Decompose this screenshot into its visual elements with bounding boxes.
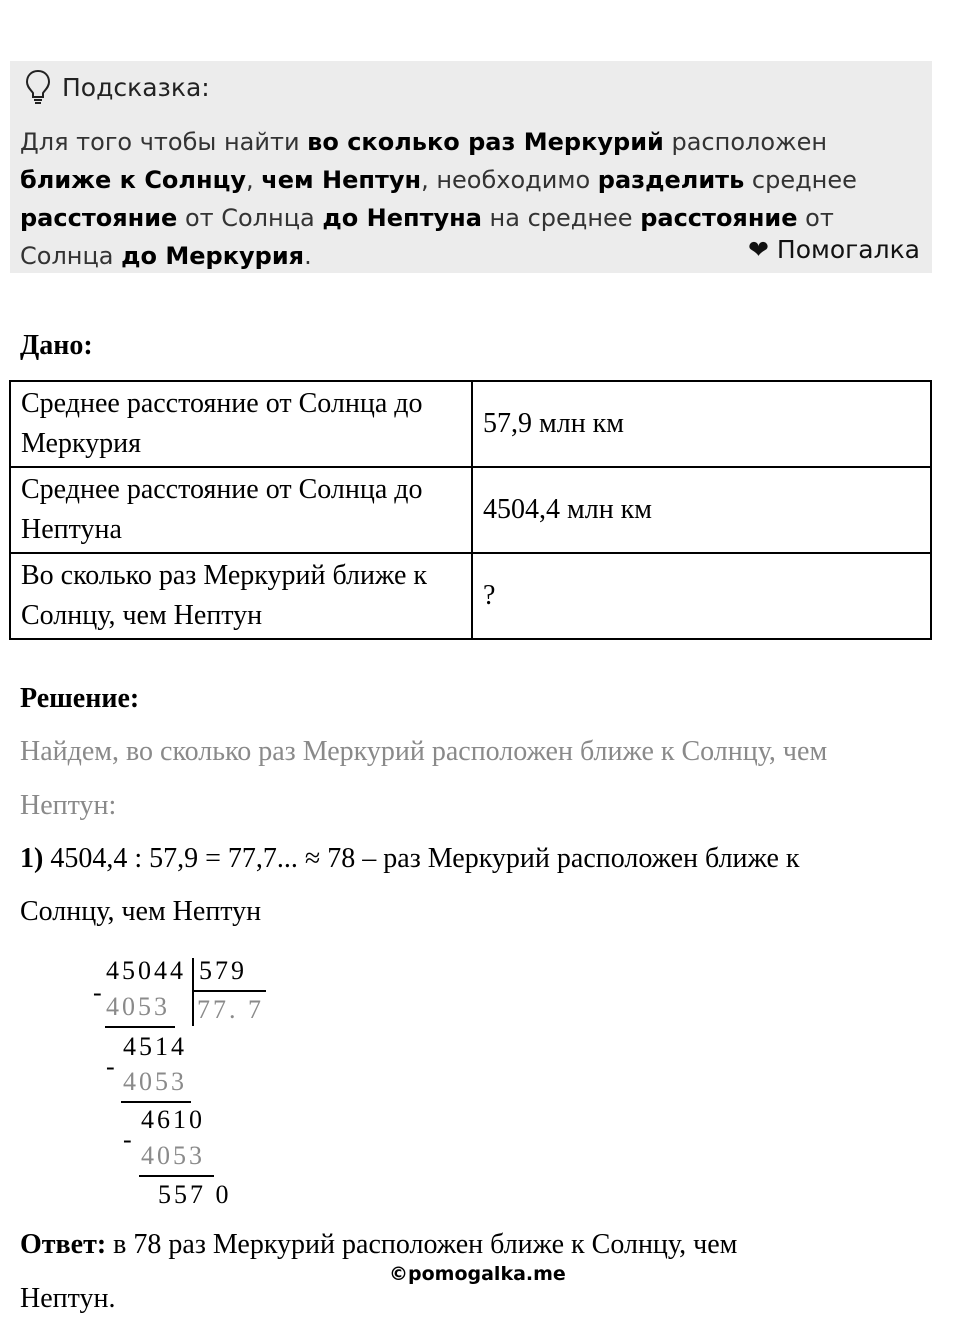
minus-sign: -: [106, 1052, 118, 1081]
solution-heading: Решение:: [20, 683, 140, 714]
given-table: [9, 380, 932, 640]
hint-box: [10, 61, 932, 273]
hint-fragment: от Солнца: [20, 204, 834, 270]
hint-fragment: , необходимо: [421, 166, 598, 194]
solution-intro-line2: Нептун:: [20, 790, 117, 821]
hint-emphasis: расстояние: [20, 204, 178, 232]
hint-emphasis: чем Нептун: [261, 166, 422, 194]
row-value: 4504,4 млн км: [472, 467, 931, 553]
row-label: Среднее расстояние от Солнца до Меркурия: [10, 381, 472, 467]
hint-emphasis: ближе к Солнцу: [20, 166, 247, 194]
lightbulb-icon: [24, 69, 52, 105]
hint-fragment: от Солнца: [177, 204, 323, 232]
quotient: 77. 7: [197, 995, 264, 1024]
answer-line2: Нептун.: [20, 1283, 116, 1314]
hint-fragment: на среднее: [481, 204, 641, 232]
given-heading: Дано:: [20, 330, 93, 361]
hint-title: Подсказка:: [62, 72, 210, 102]
hint-emphasis: разделить: [597, 166, 745, 194]
hint-emphasis: до Нептуна: [322, 204, 482, 232]
hint-fragment: Для того чтобы найти: [20, 128, 308, 156]
minus-sign: -: [93, 978, 105, 1007]
subtrahend-1: 4053: [106, 992, 170, 1021]
hint-header: [24, 69, 210, 105]
step-text: 4504,4 : 57,9 = 77,7... ≈ 78 – раз Меркурий расположен ближе к: [43, 843, 800, 874]
hint-emphasis: расстояние: [640, 204, 798, 232]
hint-fragment: .: [304, 242, 312, 270]
answer-text: в 78 раз Меркурий расположен ближе к Солнцу, чем: [106, 1229, 738, 1260]
table-row: [10, 553, 931, 639]
remainder-1: 4514: [123, 1032, 187, 1061]
solution-step-line2: Солнцу, чем Нептун: [20, 896, 262, 927]
solution-intro-line1: Найдем, во сколько раз Меркурий расположен ближе к Солнцу, чем: [20, 736, 828, 767]
row-label: Во сколько раз Меркурий ближе к Солнцу, чем Нептун: [10, 553, 472, 639]
row-value: 57,9 млн км: [472, 381, 931, 467]
step-number: 1): [20, 843, 44, 874]
solution-step: [20, 843, 800, 875]
remainder-3: 557 0: [158, 1180, 232, 1209]
minus-sign: -: [123, 1125, 135, 1154]
hint-fragment: расположен: [663, 128, 828, 156]
divisor: 579: [199, 956, 247, 985]
table-row: [10, 467, 931, 553]
subtrahend-2: 4053: [123, 1067, 187, 1096]
hint-emphasis: во сколько раз Меркурий: [307, 128, 664, 156]
hint-fragment: среднее: [744, 166, 857, 194]
hint-signature: ❤ Помогалка: [748, 235, 920, 264]
division-line-1: [105, 1026, 175, 1028]
hint-fragment: ,: [246, 166, 262, 194]
table-row: [10, 381, 931, 467]
division-line-2: [121, 1101, 191, 1103]
answer-label: Ответ:: [20, 1229, 107, 1260]
division-bracket-vertical: [192, 958, 194, 1026]
dividend: 45044: [106, 956, 186, 985]
row-value: ?: [472, 553, 931, 639]
row-label: Среднее расстояние от Солнца до Нептуна: [10, 467, 472, 553]
subtrahend-3: 4053: [141, 1141, 205, 1170]
division-bracket-horizontal: [192, 990, 266, 992]
remainder-2: 4610: [141, 1105, 205, 1134]
answer: [20, 1229, 737, 1261]
watermark: ©pomogalka.me: [389, 1263, 566, 1285]
hint-emphasis: до Меркурия: [121, 242, 305, 270]
division-line-3: [139, 1175, 214, 1177]
